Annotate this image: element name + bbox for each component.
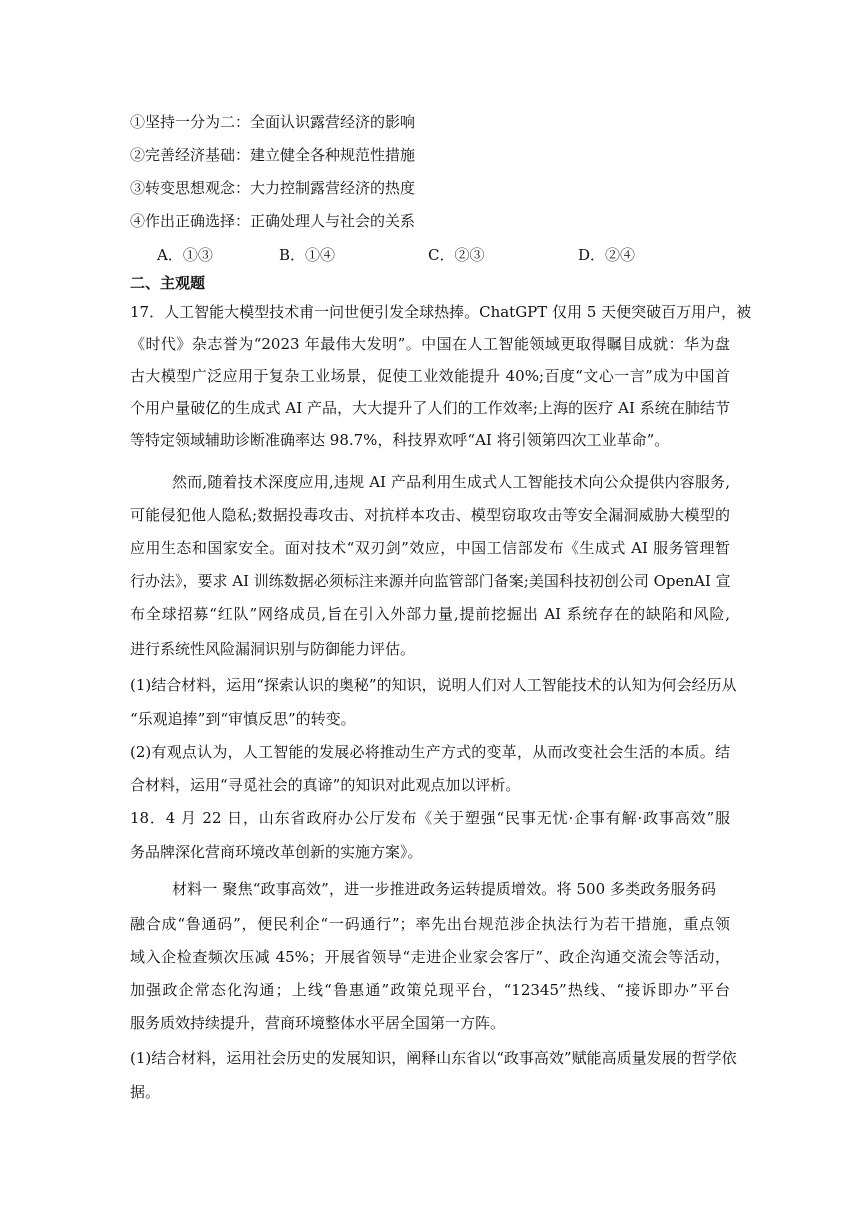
statement-4: ④作出正确选择：正确处理人与社会的关系 <box>130 212 416 230</box>
q17-material2-line: 进行系统性风险漏洞识别与防御能力评估。 <box>130 640 416 658</box>
q18-intro: 务品牌深化营商环境改革创新的实施方案》。 <box>130 843 423 861</box>
section-heading: 二、主观题 <box>130 274 206 292</box>
statement-2: ②完善经济基础：建立健全各种规范性措施 <box>130 146 416 164</box>
q17-material2-line: 行办法》，要求 AI 训练数据必须标注来源并向监管部门备案;美国科技初创公司 OpenAI 宣 <box>130 572 731 590</box>
q17-material1-line: 古大模型广泛应用于复杂工业场景，促使工业效能提升 40%;百度“文心一言”成为中国首 <box>130 367 730 385</box>
option-d: D．②④ <box>578 246 636 264</box>
option-a: A．①③ <box>157 246 213 264</box>
q17-material2-line: 应用生态和国家安全。面对技术“双刃剑”效应，中国工信部发布《生成式 AI 服务管理暂 <box>130 539 730 557</box>
q17-subquestion-1: (1)结合材料，运用“探索认识的奥秘”的知识，说明人们对人工智能技术的认知为何会经历从 <box>130 676 737 694</box>
option-c: C．②③ <box>428 246 485 264</box>
q17-material1-line: 个用户量破亿的生成式 AI 产品，大大提升了人们的工作效率;上海的医疗 AI 系统在肺结节 <box>130 399 730 417</box>
q17-material2-line: 然而,随着技术深度应用,违规 AI 产品利用生成式人工智能技术向公众提供内容服务, <box>172 473 730 491</box>
q17-material2-line: 可能侵犯他人隐私;数据投毒攻击、对抗样本攻击、模型窃取攻击等安全漏洞威胁大模型的 <box>130 506 730 524</box>
q18-subquestion-1: (1)结合材料，运用社会历史的发展知识，阐释山东省以“政事高效”赋能高质量发展的哲学依 <box>130 1049 737 1067</box>
q17-subquestion-1: “乐观追捧”到“审慎反思”的转变。 <box>130 710 356 728</box>
q17-subquestion-2: 合材料，运用“寻觅社会的真谛”的知识对此观点加以评析。 <box>130 776 521 794</box>
q18-material-line: 材料一 聚焦“政事高效”，进一步推进政务运转提质增效。将 500 多类政务服务码 <box>172 880 716 898</box>
q18-material-line: 融合成“鲁通码”，便民利企“一码通行”；率先出台规范涉企执法行为若干措施，重点领 <box>130 915 730 933</box>
q17-subquestion-2: (2)有观点认为，人工智能的发展必将推动生产方式的变革，从而改变社会生活的本质。结 <box>130 743 730 761</box>
q18-material-line: 服务质效持续提升，营商环境整体水平居全国第一方阵。 <box>130 1014 506 1032</box>
q17-material1-line: 等特定领域辅助诊断准确率达 98.7%，科技界欢呼“AI 将引领第四次工业革命”。 <box>130 431 670 449</box>
q18-material-line: 域入企检查频次压减 45%；开展省领导“走进企业家会客厅”、政企沟通交流会等活动， <box>130 948 730 966</box>
q17-material1-line: 17．人工智能大模型技术甫一问世便引发全球热捧。ChatGPT 仅用 5 天便突破百万用户，被 <box>130 303 752 321</box>
option-b: B．①④ <box>279 246 336 264</box>
q18-subquestion-1: 据。 <box>130 1083 161 1101</box>
q17-material1-line: 《时代》杂志誉为“2023 年最伟大发明”。中国在人工智能领域更取得瞩目成就：华为盘 <box>130 335 730 353</box>
q18-material-line: 加强政企常态化沟通；上线“鲁惠通”政策兑现平台，“12345”热线、“接诉即办”平台 <box>130 981 730 999</box>
q18-intro: 18．4 月 22 日，山东省政府办公厅发布《关于塑强“民事无忧·企事有解·政事高效”服 <box>130 809 730 827</box>
q17-material2-line: 布全球招募“红队”网络成员,旨在引入外部力量,提前挖掘出 AI 系统存在的缺陷和风险, <box>130 605 730 623</box>
statement-3: ③转变思想观念：大力控制露营经济的热度 <box>130 179 416 197</box>
statement-1: ①坚持一分为二：全面认识露营经济的影响 <box>130 113 416 131</box>
